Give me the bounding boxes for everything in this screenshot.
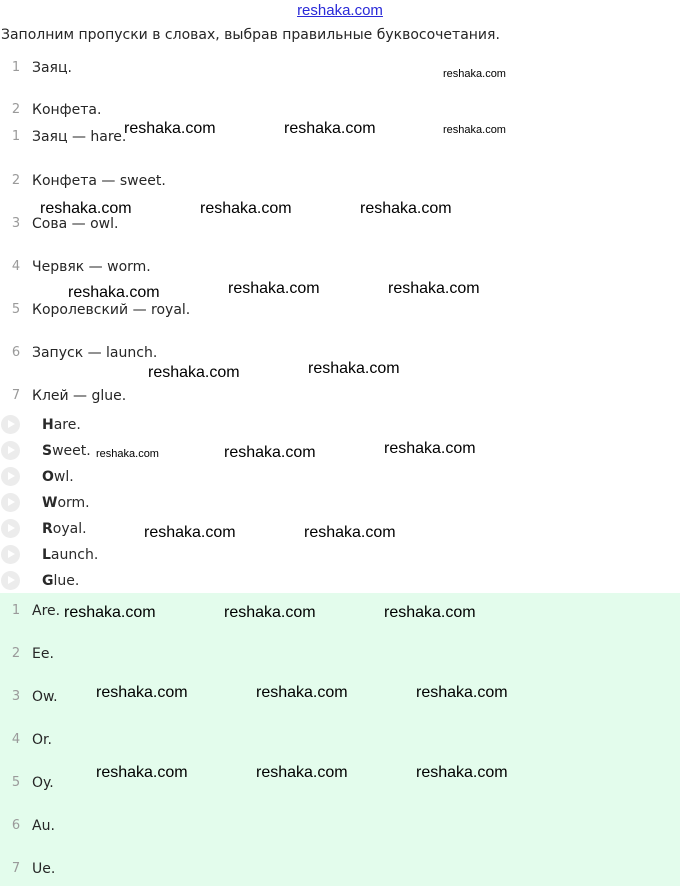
play-audio-icon[interactable] <box>1 571 20 590</box>
watermark: reshaka.com <box>68 284 160 301</box>
watermark: reshaka.com <box>360 200 452 217</box>
watermark: reshaka.com <box>284 120 376 137</box>
item-number: 1 <box>11 603 21 618</box>
item-text: Заяц. <box>32 60 72 76</box>
audio-word: Glue. <box>42 573 80 589</box>
item-number: 3 <box>11 216 21 231</box>
item-number: 6 <box>11 818 21 833</box>
audio-word: Royal. <box>42 521 87 537</box>
audio-word: Hare. <box>42 417 81 433</box>
watermark: reshaka.com <box>388 280 480 297</box>
audio-word: Sweet. <box>42 443 91 459</box>
watermark: reshaka.com <box>256 684 348 701</box>
item-text: Конфета — sweet. <box>32 173 166 189</box>
play-audio-icon[interactable] <box>1 493 20 512</box>
task-instruction: Заполним пропуски в словах, выбрав правильные буквосочетания. <box>1 27 500 43</box>
watermark: reshaka.com <box>96 764 188 781</box>
watermark: reshaka.com <box>384 604 476 621</box>
item-text: Oy. <box>32 775 54 791</box>
site-header-link[interactable]: reshaka.com <box>297 2 383 19</box>
item-number: 4 <box>11 732 21 747</box>
watermark: reshaka.com <box>416 764 508 781</box>
watermark: reshaka.com <box>224 604 316 621</box>
watermark: reshaka.com <box>96 448 159 460</box>
watermark: reshaka.com <box>40 200 132 217</box>
watermark: reshaka.com <box>443 68 506 80</box>
item-number: 7 <box>11 388 21 403</box>
item-text: Or. <box>32 732 52 748</box>
play-audio-icon[interactable] <box>1 545 20 564</box>
item-number: 1 <box>11 129 21 144</box>
item-text: Червяк — worm. <box>32 259 151 275</box>
item-text: Au. <box>32 818 55 834</box>
answer-panel <box>0 593 680 886</box>
item-number: 5 <box>11 775 21 790</box>
play-audio-icon[interactable] <box>1 415 20 434</box>
watermark: reshaka.com <box>124 120 216 137</box>
item-number: 3 <box>11 689 21 704</box>
item-number: 6 <box>11 345 21 360</box>
watermark: reshaka.com <box>416 684 508 701</box>
item-number: 5 <box>11 302 21 317</box>
item-text: Королевский — royal. <box>32 302 191 318</box>
item-number: 4 <box>11 259 21 274</box>
watermark: reshaka.com <box>96 684 188 701</box>
item-number: 2 <box>11 102 21 117</box>
watermark: reshaka.com <box>443 124 506 136</box>
watermark: reshaka.com <box>224 444 316 461</box>
item-number: 2 <box>11 173 21 188</box>
watermark: reshaka.com <box>144 524 236 541</box>
play-audio-icon[interactable] <box>1 467 20 486</box>
watermark: reshaka.com <box>308 360 400 377</box>
watermark: reshaka.com <box>200 200 292 217</box>
watermark: reshaka.com <box>384 440 476 457</box>
watermark: reshaka.com <box>148 364 240 381</box>
audio-word: Launch. <box>42 547 99 563</box>
item-text: Сова — owl. <box>32 216 119 232</box>
item-number: 1 <box>11 60 21 75</box>
item-number: 2 <box>11 646 21 661</box>
item-text: Ee. <box>32 646 54 662</box>
audio-word: Owl. <box>42 469 74 485</box>
watermark: reshaka.com <box>64 604 156 621</box>
play-audio-icon[interactable] <box>1 519 20 538</box>
watermark: reshaka.com <box>256 764 348 781</box>
item-number: 7 <box>11 861 21 876</box>
item-text: Ow. <box>32 689 58 705</box>
audio-word: Worm. <box>42 495 90 511</box>
item-text: Заяц — hare. <box>32 129 127 145</box>
play-audio-icon[interactable] <box>1 441 20 460</box>
item-text: Are. <box>32 603 61 619</box>
item-text: Клей — glue. <box>32 388 127 404</box>
watermark: reshaka.com <box>304 524 396 541</box>
item-text: Конфета. <box>32 102 102 118</box>
watermark: reshaka.com <box>228 280 320 297</box>
item-text: Ue. <box>32 861 56 877</box>
item-text: Запуск — launch. <box>32 345 158 361</box>
